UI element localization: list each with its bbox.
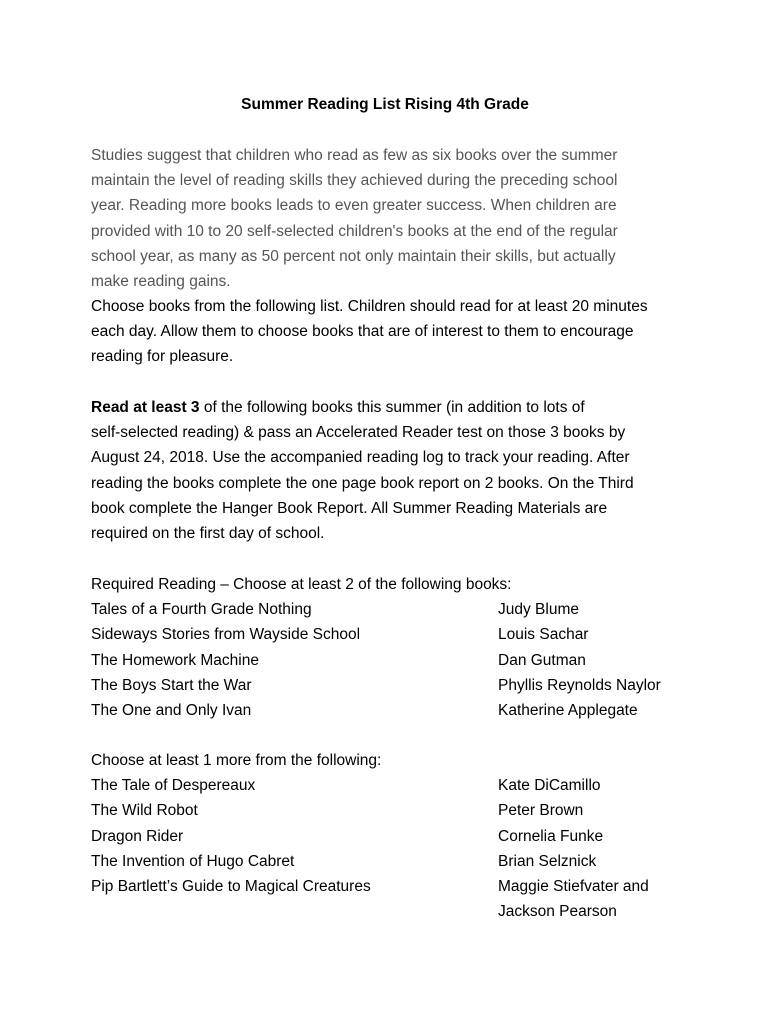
bold-lead: Read at least 3 [91,399,200,416]
intro-line: school year, as many as 50 percent not only maintain their skills, but actually [91,247,616,265]
book-title: Pip Bartlett’s Guide to Magical Creatures [91,877,371,895]
intro-line: Studies suggest that children who read as few as six books over the summer [91,147,618,164]
book-row [91,622,691,647]
book-author: Dan Gutman [498,651,586,669]
intro-line: year. Reading more books leads to even greater success. When children are [91,197,617,215]
instructions-paragraph [91,395,691,546]
instructions-line: August 24, 2018. Use the accompanied reading log to track your reading. After [91,449,630,467]
intro-line: provided with 10 to 20 self-selected children's books at the end of the regular [91,222,618,240]
book-author: Peter Brown [498,802,584,820]
book-author: Jackson Pearson [498,903,617,921]
book-author: Brian Selznick [498,852,597,870]
book-row [91,899,691,924]
book-title: The Tale of Despereaux [91,777,256,795]
book-title: The One and Only Ivan [91,701,252,719]
choose-line: Choose books from the following list. Children should read for at least 20 minutes [91,298,648,315]
book-title: Tales of a Fourth Grade Nothing [91,601,312,619]
choose-line: reading for pleasure. [91,348,234,366]
choose-paragraph [91,294,691,370]
book-row [91,824,691,849]
book-row [91,597,691,622]
book-row [91,673,691,698]
book-author: Louis Sachar [498,626,589,644]
intro-paragraph [91,143,691,294]
book-author: Maggie Stiefvater and [498,877,649,895]
book-author: Phyllis Reynolds Naylor [498,676,661,694]
instructions-first-line-rest: of the following books this summer (in addition to lots of [199,399,585,416]
instructions-line: reading the books complete the one page book report on 2 books. On the Third [91,474,634,492]
instructions-line: book complete the Hanger Book Report. All Summer Reading Materials are [91,499,608,517]
instructions-first-line [91,395,691,420]
intro-line: make reading gains. [91,272,231,290]
additional-reading-section [91,748,691,924]
book-title: Dragon Rider [91,827,184,845]
book-author: Cornelia Funke [498,827,604,845]
book-author: Kate DiCamillo [498,777,601,795]
book-row [91,648,691,673]
required-reading-section [91,572,691,723]
book-title: Sideways Stories from Wayside School [91,626,361,644]
book-row [91,773,691,798]
book-row [91,849,691,874]
page-title: Summer Reading List Rising 4th Grade [241,96,529,113]
book-author: Katherine Applegate [498,701,638,719]
instructions-line: self-selected reading) & pass an Accelerated Reader test on those 3 books by [91,424,626,442]
required-heading: Required Reading – Choose at least 2 of the following books: [91,576,512,593]
book-title: The Boys Start the War [91,676,252,694]
choose-line: each day. Allow them to choose books that are of interest to them to encourage [91,323,634,341]
book-row [91,698,691,723]
book-author: Judy Blume [498,601,579,619]
instructions-line: required on the first day of school. [91,524,325,542]
book-row [91,798,691,823]
intro-line: maintain the level of reading skills they achieved during the preceding school [91,172,618,190]
book-title: The Invention of Hugo Cabret [91,852,295,870]
book-title: The Homework Machine [91,651,259,669]
additional-heading: Choose at least 1 more from the following: [91,752,382,769]
book-row [91,874,691,899]
book-title: The Wild Robot [91,802,198,820]
